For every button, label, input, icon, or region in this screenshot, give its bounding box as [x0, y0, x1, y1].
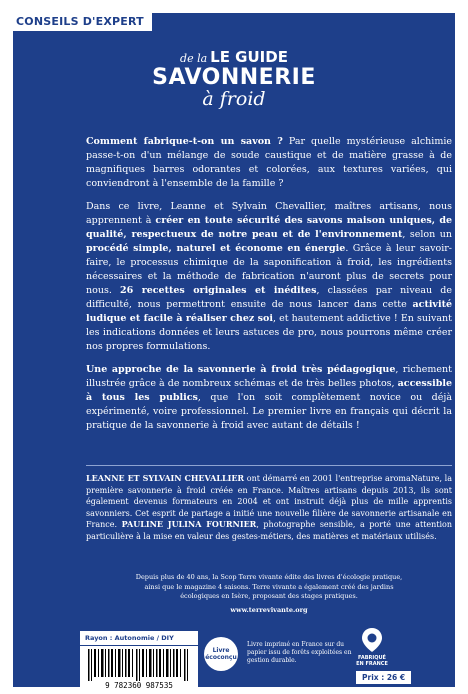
logo-line-2: SAVONNERIE: [152, 65, 316, 90]
p2-t5: , et hautement addictive ! En suivant les indications données et leurs astuces de pro, nous pourrons même créer nos propres formulations.: [86, 313, 452, 352]
description-text: [86, 135, 452, 442]
location-pin-icon: [361, 627, 383, 653]
p2-b3: 26 recettes originales et inédites: [120, 285, 317, 296]
isbn-number: 9 782360 987535: [105, 681, 173, 690]
authors-paragraph: [86, 200, 452, 354]
fab-line-2: EN FRANCE: [356, 661, 388, 667]
footer: [13, 631, 455, 690]
p2-t3: . Grâce à leur savoir-faire, le processus chimique de la saponification à froid, les ingrédients nécessaires et la méthode de fabrication n'auront plus de secrets pour nous.: [86, 243, 453, 296]
bio-authors: LEANNE ET SYLVAIN CHEVALLIER: [86, 473, 245, 483]
ecoconcu-badge: [204, 637, 238, 671]
author-bio: [86, 473, 452, 542]
price-label: Prix : 26 €: [356, 671, 411, 684]
p2-b1: créer en toute sécurité des savons maison uniques, de qualité, respectueux de notre peau et de l'environnement: [86, 215, 453, 240]
cover-panel: [13, 13, 455, 690]
publisher-line-2: ainsi que le magazine 4 saisons. Terre vivante a également créé des jardins: [144, 582, 394, 591]
p3-t2: , que l'on soit complètement novice ou déjà expérimenté, voire professionnel. Le premier livre en français qui décrit la pratique de la savonnerie à froid avec autant de détails !: [86, 392, 452, 431]
book-logo: [13, 49, 455, 109]
publisher-note: [86, 573, 452, 615]
p3-t1: , richement illustrée grâce à de nombreux schémas et de très belles photos,: [86, 364, 452, 389]
p2-t1: Dans ce livre, Leanne et Sylvain Chevallier, maîtres artisans, nous apprennent à: [86, 201, 452, 226]
p3-b1: Une approche de la savonnerie à froid très pédagogique: [86, 364, 396, 375]
bio-paragraph: [86, 473, 452, 542]
p2-b2: procédé simple, naturel et économe en énergie: [86, 243, 346, 254]
eco-line-2: écoconçu: [205, 654, 237, 661]
p3-b2: accessible à tous les publics: [86, 378, 452, 403]
logo-guide: LE GUIDE: [210, 48, 288, 66]
barcode-icon: [80, 646, 198, 682]
divider: [86, 465, 452, 466]
fabrique-en-france-badge: [349, 627, 395, 667]
print-note: Livre imprimé en France sur du papier issu de forêts exploitées en gestion durable.: [247, 641, 352, 664]
intro-paragraph: [86, 135, 452, 191]
publisher-line-1: Depuis plus de 40 ans, la Scop Terre vivante édite des livres d'écologie pratique,: [135, 573, 403, 581]
bio-t1: ont démarré en 2001 l'entreprise aromaNature, la première savonnerie à froid créée en France. Maîtres artisans depuis 2013, ils sont également devenus formateurs en 2004 et ont instruit déjà plus de mille apprentis savonniers. Cet esprit de partage a initié une nouvelle filière de savonnerie artisanale en France.: [86, 474, 452, 529]
p2-t2: , selon un: [402, 229, 452, 240]
intro-question: Comment fabrique-t-on un savon ?: [86, 136, 283, 147]
logo-prefix: de la: [180, 52, 208, 65]
publisher-line-3: écologiques en Isère, proposant des stages pratiques.: [180, 592, 358, 600]
approach-paragraph: [86, 363, 452, 433]
fab-line-1: FABRIQUÉ: [358, 655, 386, 661]
logo-line-3: à froid: [202, 88, 266, 110]
eco-line-1: Livre: [212, 647, 230, 654]
publisher-url[interactable]: www.terrevivante.org: [230, 605, 308, 614]
p2-t4: , classées par niveau de difficulté, nous permettront ensuite de nous lancer dans cette: [86, 285, 452, 310]
rayon-label: Rayon : Autonomie / DIY: [80, 631, 198, 645]
p2-b4: activité ludique et facile à réaliser chez soi: [86, 299, 452, 324]
section-tag: CONSEILS D'EXPERT: [12, 13, 152, 31]
bio-photographer: PAULINE JULINA FOURNIER: [121, 519, 257, 529]
bio-t2: , photographe sensible, a porté une attention particulière à la mise en valeur des gestes-métiers, des matières et matériaux utilisés.: [86, 520, 452, 541]
intro-rest: Par quelle mystérieuse alchimie passe-t-on d'un mélange de soude caustique et de matière grasse à de magnifiques barres odorantes et colorées, aux textures variées, qui conviendront à l'ensemble de la famille ?: [86, 136, 452, 189]
